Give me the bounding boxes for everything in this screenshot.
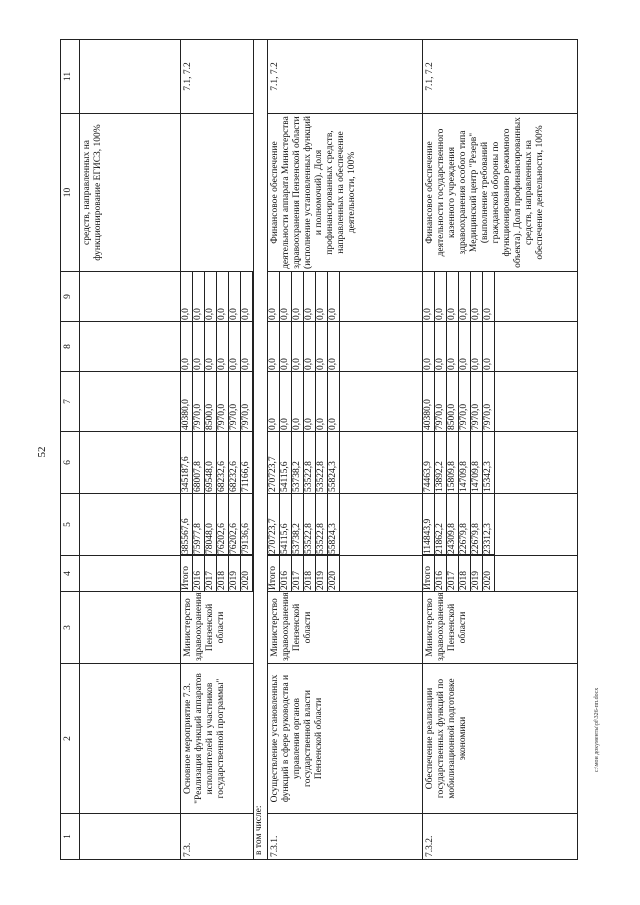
col-c6 [268,432,423,494]
year-label: Итого [268,555,280,592]
amount-value: 0,0 [205,322,217,371]
amount-value: 40380,0 [423,372,435,431]
year-label: 2019 [316,555,328,592]
amount-value: 0,0 [423,322,435,371]
amount-value: 0,0 [328,322,340,371]
c7-values [268,372,340,431]
year-label: Итого [423,555,435,592]
indicator-reference: 7.1, 7.2 [268,40,423,114]
column-number-11: 11 [61,40,80,114]
amount-value: 7970,0 [459,372,471,431]
c8-values [181,322,253,371]
col-c7 [181,372,254,432]
amount-value: 0,0 [304,272,316,321]
amount-value: 78048,0 [205,494,217,555]
amount-value: 0,0 [181,272,193,321]
c9-values [181,272,253,321]
col-c8 [181,322,254,372]
amount-value: 0,0 [435,322,447,371]
activity-name: Основное мероприятие 7.3. "Реализация функций аппаратов исполнителей и участников государственной программы" [181,664,254,814]
c7-values [181,372,253,431]
amount-value: 53522,8 [304,494,316,555]
amount-value: 0,0 [268,372,280,431]
activity-name: Осуществление установленных функций в сфере руководства и управления органов государственной власти Пензенской области [268,664,423,814]
c6-values [181,432,253,493]
amount-value: 40380,0 [181,372,193,431]
column-number-8: 8 [61,322,80,372]
col-c9 [423,272,578,322]
year-label: 2019 [229,555,241,592]
amount-value: 54115,6 [280,494,292,555]
amount-value: 0,0 [447,272,459,321]
amount-value: 68232,6 [217,432,229,493]
year-label: 2018 [217,555,229,592]
amount-value: 13892,2 [435,432,447,493]
amount-value: 24309,8 [447,494,459,555]
continuation-goal-text: средств, направленных на функционирование ЕГИСЗ, 100% [80,114,181,272]
row-7-3-1 [268,40,423,860]
amount-value: 53522,8 [316,494,328,555]
column-number-2: 2 [61,664,80,814]
years-values [181,554,253,591]
amount-value: 0,0 [447,322,459,371]
amount-value: 0,0 [292,272,304,321]
amount-value: 0,0 [423,272,435,321]
col-c9 [181,272,254,322]
amount-value: 15809,8 [447,432,459,493]
amount-value: 74463,9 [423,432,435,493]
c9-values [423,272,495,321]
amount-value: 0,0 [483,322,495,371]
amount-value: 270723,7 [268,494,280,555]
amount-value: 71166,6 [241,432,253,493]
year-label: 2016 [193,555,205,592]
amount-value: 0,0 [435,272,447,321]
amount-value: 7970,0 [229,372,241,431]
amount-value: 0,0 [316,372,328,431]
amount-value: 0,0 [280,372,292,431]
amount-value: 0,0 [193,322,205,371]
col-c7 [268,372,423,432]
amount-value: 0,0 [280,272,292,321]
row-number: 7.3.2. [423,814,578,860]
year-label: 2017 [205,555,217,592]
file-path-footer: c:\мои документы\pf\326-пп.docx [594,687,600,773]
col-c8 [268,322,423,372]
c7-values [423,372,495,431]
amount-value: 14709,8 [471,432,483,493]
col-c5 [268,494,423,556]
goal-description [181,114,254,272]
amount-value: 79136,6 [241,494,253,555]
amount-value: 345187,6 [181,432,193,493]
subheading-label: в том числе: [254,40,268,860]
executor-name: Министерство здравоохранения Пензенской области [423,592,578,664]
row-number: 7.3. [181,814,254,860]
col-c6 [181,432,254,494]
c5-values [268,494,340,555]
year-label: 2016 [435,555,447,592]
row-7-3 [181,40,254,860]
amount-value: 68232,6 [229,432,241,493]
amount-value: 0,0 [304,372,316,431]
column-number-9: 9 [61,272,80,322]
goal-description: Финансовое обеспечение деятельности государственного казенного учреждения здравоохранения особого типа Медицинский центр "Резерв" (выполнение требований гражданской обороны по функционированию режимного объекта). Доля профинансированных средств, направленных на обеспечение деятельности, 100% [423,114,578,272]
c8-values [423,322,495,371]
amount-value: 0,0 [328,372,340,431]
year-label: 2018 [459,555,471,592]
amount-value: 270723,7 [268,432,280,493]
amount-value: 21862,2 [435,494,447,555]
indicator-reference: 7.1, 7.2 [423,40,578,114]
amount-value: 68007,8 [193,432,205,493]
col-years [181,556,254,592]
amount-value: 55824,3 [328,494,340,555]
year-label: 2017 [292,555,304,592]
column-number-5: 5 [61,494,80,556]
year-label: 2020 [241,555,253,592]
column-number-1: 1 [61,814,80,860]
amount-value: 0,0 [181,322,193,371]
amount-value: 7970,0 [193,372,205,431]
years-values [423,554,495,591]
executor-name: Министерство здравоохранения Пензенской области [268,592,423,664]
column-number-4: 4 [61,556,80,592]
amount-value: 0,0 [241,322,253,371]
indicator-reference: 7.1, 7.2 [181,40,254,114]
amount-value: 23312,3 [483,494,495,555]
continuation-row [80,40,181,860]
amount-value: 8500,0 [447,372,459,431]
year-label: 2017 [447,555,459,592]
c6-values [423,432,495,493]
amount-value: 0,0 [193,272,205,321]
col-c7 [423,372,578,432]
amount-value: 53522,8 [304,432,316,493]
rotated-table-wrapper [60,40,588,860]
amount-value: 0,0 [229,272,241,321]
row-number: 7.3.1. [268,814,423,860]
amount-value: 0,0 [316,322,328,371]
col-c5 [423,494,578,556]
amount-value: 0,0 [471,322,483,371]
amount-value: 0,0 [292,372,304,431]
executor-name: Министерство здравоохранения Пензенской области [181,592,254,664]
amount-value: 7970,0 [483,372,495,431]
c9-values [268,272,340,321]
amount-value: 114843,9 [423,494,435,555]
year-label: 2018 [304,555,316,592]
amount-value: 0,0 [459,322,471,371]
amount-value: 0,0 [304,322,316,371]
amount-value: 0,0 [229,322,241,371]
amount-value: 0,0 [328,272,340,321]
amount-value: 0,0 [280,322,292,371]
amount-value: 7970,0 [435,372,447,431]
amount-value: 22679,8 [471,494,483,555]
year-label: 2020 [483,555,495,592]
amount-value: 0,0 [205,272,217,321]
amount-value: 22679,8 [459,494,471,555]
col-c9 [268,272,423,322]
amount-value: 0,0 [459,272,471,321]
amount-value: 0,0 [471,272,483,321]
col-c8 [423,322,578,372]
column-number-7: 7 [61,372,80,432]
column-number-10: 10 [61,114,80,272]
amount-value: 0,0 [483,272,495,321]
amount-value: 7970,0 [241,372,253,431]
amount-value: 55824,3 [328,432,340,493]
goal-description: Финансовое обеспечение деятельности аппарата Министерства здравоохранения Пензенской области (исполнение установленных функций и полномочий). Доля профинансированных средств, направленных на обеспечение деятельности, 100% [268,114,423,272]
page-number: 52 [36,446,48,458]
amount-value: 54115,6 [280,432,292,493]
column-number-6: 6 [61,432,80,494]
c5-values [423,494,495,555]
year-label: Итого [181,555,193,592]
c8-values [268,322,340,371]
amount-value: 0,0 [241,272,253,321]
col-c5 [181,494,254,556]
amount-value: 69548,0 [205,432,217,493]
amount-value: 0,0 [292,322,304,371]
subheading-row [254,40,268,860]
amount-value: 14709,8 [459,432,471,493]
amount-value: 53522,8 [316,432,328,493]
amount-value: 7970,0 [471,372,483,431]
col-years [268,556,423,592]
amount-value: 0,0 [316,272,328,321]
amount-value: 15342,3 [483,432,495,493]
years-values [268,554,340,591]
program-activities-table [60,39,578,860]
amount-value: 0,0 [217,272,229,321]
amount-value: 53738,2 [292,494,304,555]
column-number-row [61,40,80,860]
row-7-3-2 [423,40,578,860]
amount-value: 0,0 [268,322,280,371]
col-years [423,556,578,592]
amount-value: 385567,6 [181,494,193,555]
amount-value: 76202,6 [217,494,229,555]
c6-values [268,432,340,493]
amount-value: 0,0 [217,322,229,371]
activity-name: Обеспечение реализации государственных функций по мобилизационной подготовке экономики [423,664,578,814]
amount-value: 76202,6 [229,494,241,555]
year-label: 2020 [328,555,340,592]
column-number-3: 3 [61,592,80,664]
amount-value: 53738,2 [292,432,304,493]
amount-value: 7970,0 [217,372,229,431]
year-label: 2019 [471,555,483,592]
amount-value: 8500,0 [205,372,217,431]
col-c6 [423,432,578,494]
amount-value: 75977,8 [193,494,205,555]
c5-values [181,494,253,555]
amount-value: 0,0 [268,272,280,321]
year-label: 2016 [280,555,292,592]
